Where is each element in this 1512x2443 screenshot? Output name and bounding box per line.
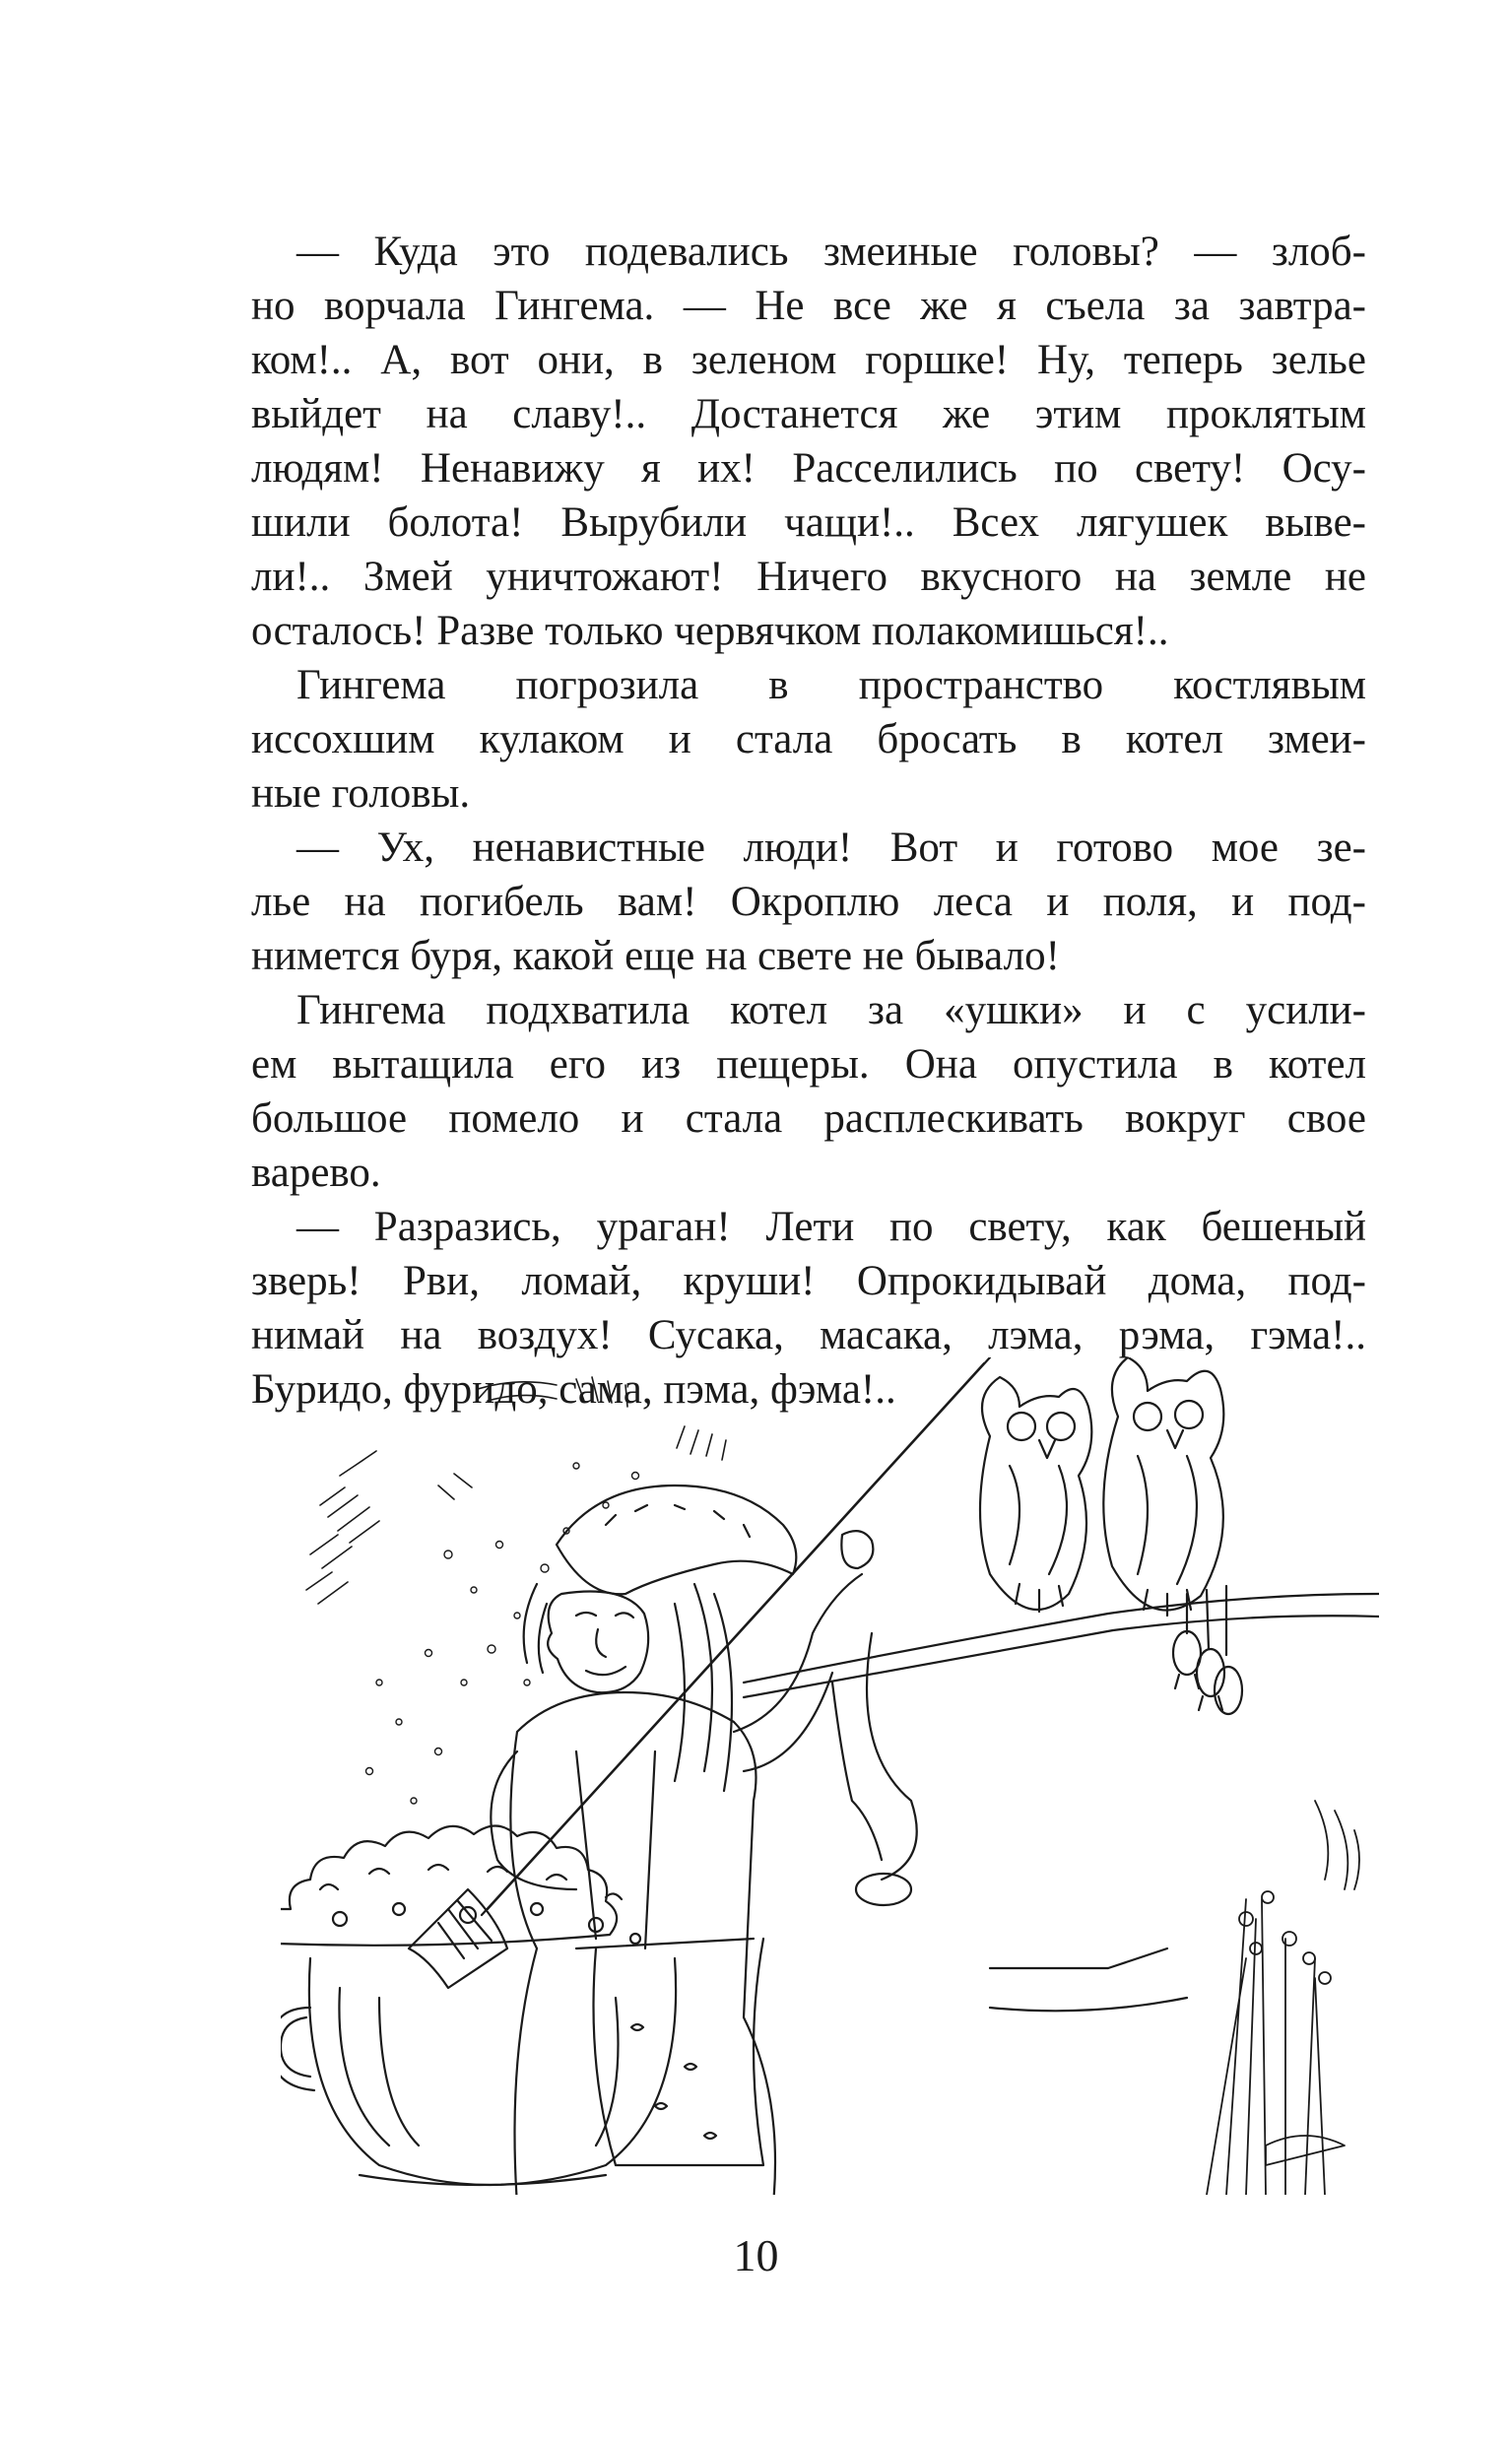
text-line: лье на погибель вам! Окроплю леса и поля, и под- [251,879,1366,925]
witch-figure [491,1486,873,2195]
text-line: нимай на воздух! Сусака, масака, лэма, рэма, гэма!.. [251,1312,1366,1358]
ground-line [990,1948,1187,2011]
text-line: большое помело и стала расплескивать вокруг свое [251,1095,1366,1142]
text-line: шили болота! Вырубили чащи!.. Всех лягушек выве- [251,499,1366,546]
text-line: ли!.. Змей уничтожают! Ничего вкусного на земле не [251,554,1366,600]
text-line: — Ух, ненавистные люди! Вот и готово мое зе- [296,825,1366,871]
text-line: иссохшим кулаком и стала бросать в котел змеи- [251,716,1366,762]
owl-right [1103,1357,1223,1616]
text-line: осталось! Разве только червячком полакомишься!.. [251,608,1169,654]
herbs [1207,1801,1359,2195]
text-line: — Разразись, ураган! Лети по свету, как бешеный [296,1204,1366,1250]
broom [409,1357,990,1988]
text-line: варево. [251,1150,381,1196]
page-number: 10 [733,2230,779,2280]
owl-left [980,1377,1091,1612]
body-text [251,225,1366,1417]
text-line: ком!.. А, вот они, в зеленом горшке! Ну, теперь зелье [251,337,1366,383]
witch-cauldron-illustration [281,1357,1379,2195]
text-line: ные головы. [251,770,471,817]
cauldron [281,1958,676,2185]
text-line: Буридо, фуридо, сама, пэма, фэма!.. [251,1366,896,1413]
text-line: нимется буря, какой еще на свете не бывало! [251,933,1060,979]
text-line: Гингема подхватила котел за «ушки» и с усили- [296,987,1366,1033]
text-line: — Куда это подевались змеиные головы? — злоб- [296,229,1366,275]
branch [744,1594,1379,1905]
text-line: но ворчала Гингема. — Не все же я съела за завтра- [251,283,1366,329]
text-line: ем вытащила его из пещеры. Она опустила в котел [251,1041,1366,1088]
text-line: людям! Ненавижу я их! Расселились по свету! Осу- [251,445,1366,492]
wind-hatching [306,1377,726,1604]
text-line: зверь! Рви, ломай, круши! Опрокидывай дома, под- [251,1258,1366,1304]
text-line: выйдет на славу!.. Достанется же этим проклятым [251,391,1366,437]
text-line: Гингема погрозила в пространство костлявым [296,662,1366,708]
